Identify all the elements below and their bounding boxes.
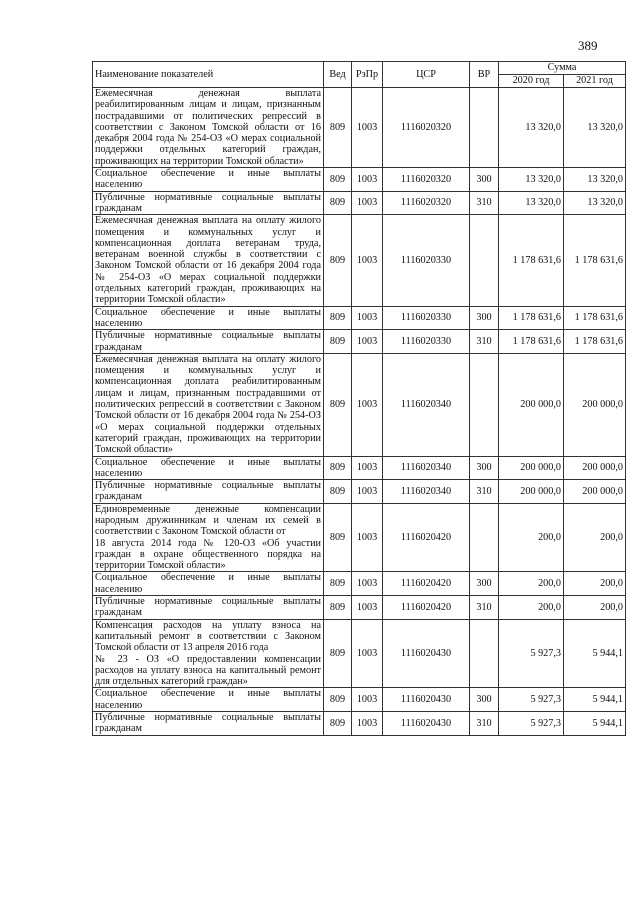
- row-vr: 300: [470, 572, 499, 596]
- row-amount-2021: 5 944,1: [564, 688, 626, 712]
- row-name: Публичные нормативные социальные выплаты гражданам: [93, 712, 324, 736]
- row-name: Социальное обеспечение и иные выплаты населению: [93, 168, 324, 192]
- row-vr: [470, 215, 499, 306]
- row-ved: 809: [324, 619, 352, 688]
- row-amount-2020: 200,0: [499, 596, 564, 620]
- row-ved: 809: [324, 596, 352, 620]
- row-amount-2020: 13 320,0: [499, 191, 564, 215]
- header-sum: Сумма: [499, 62, 626, 75]
- row-amount-2021: 13 320,0: [564, 191, 626, 215]
- row-amount-2020: 200,0: [499, 503, 564, 572]
- row-ved: 809: [324, 191, 352, 215]
- row-name: Ежемесячная денежная выплата реабилитированным лицам и лицам, признанным пострадавшими от политических репрессий в соответствии с Законом Томской области от 16 декабря 2004 года № 254-ОЗ «О мерах социальной поддержки отдельных категорий граждан, проживающих на территории Томской области»: [93, 88, 324, 168]
- row-vr: 310: [470, 191, 499, 215]
- header-year-2020: 2020 год: [499, 75, 564, 88]
- budget-table: [92, 61, 626, 736]
- row-vr: 310: [470, 330, 499, 354]
- row-ved: 809: [324, 215, 352, 306]
- row-amount-2020: 13 320,0: [499, 88, 564, 168]
- row-name: Ежемесячная денежная выплата на оплату жилого помещения и коммунальных услуг и компенсационная доплата реабилитированным лицам и лицам, признанным пострадавшими от политических репрессий в соответствии с Законом Томской области от 16 декабря 2004 года № 254-ОЗ «О мерах социальной поддержки отдельных категорий граждан, проживающих на территории Томской области»: [93, 353, 324, 456]
- row-amount-2021: 1 178 631,6: [564, 306, 626, 330]
- header-vr: ВР: [470, 62, 499, 88]
- row-csr: 1116020320: [383, 88, 470, 168]
- row-amount-2021: 200,0: [564, 503, 626, 572]
- row-csr: 1116020330: [383, 330, 470, 354]
- row-name: Публичные нормативные социальные выплаты гражданам: [93, 191, 324, 215]
- row-csr: 1116020420: [383, 572, 470, 596]
- table-row: [93, 596, 626, 620]
- row-csr: 1116020320: [383, 191, 470, 215]
- row-amount-2020: 5 927,3: [499, 688, 564, 712]
- row-vr: 300: [470, 688, 499, 712]
- header-rzpr: РзПр: [352, 62, 383, 88]
- row-ved: 809: [324, 456, 352, 480]
- row-rzpr: 1003: [352, 330, 383, 354]
- row-ved: 809: [324, 712, 352, 736]
- table-row: [93, 572, 626, 596]
- table-row: [93, 88, 626, 168]
- header-year-2021: 2021 год: [564, 75, 626, 88]
- table-row: [93, 353, 626, 456]
- row-name: Единовременные денежные компенсации народным дружинникам и членам их семей в соответствии с Законом Томской области от 18 августа 2014 года № 120-ОЗ «Об участии граждан в охране общественного порядка на территории Томской области»: [93, 503, 324, 572]
- row-csr: 1116020430: [383, 619, 470, 688]
- row-rzpr: 1003: [352, 596, 383, 620]
- table-body: [93, 88, 626, 736]
- row-csr: 1116020320: [383, 168, 470, 192]
- row-ved: 809: [324, 353, 352, 456]
- row-amount-2021: 5 944,1: [564, 712, 626, 736]
- row-ved: 809: [324, 168, 352, 192]
- row-amount-2020: 13 320,0: [499, 168, 564, 192]
- row-csr: 1116020330: [383, 215, 470, 306]
- row-rzpr: 1003: [352, 572, 383, 596]
- row-ved: 809: [324, 503, 352, 572]
- row-amount-2021: 1 178 631,6: [564, 330, 626, 354]
- table-row: [93, 503, 626, 572]
- table-row: [93, 306, 626, 330]
- row-amount-2021: 13 320,0: [564, 88, 626, 168]
- row-rzpr: 1003: [352, 168, 383, 192]
- row-rzpr: 1003: [352, 712, 383, 736]
- header-ved: Вед: [324, 62, 352, 88]
- row-amount-2021: 13 320,0: [564, 168, 626, 192]
- row-ved: 809: [324, 330, 352, 354]
- row-amount-2021: 200 000,0: [564, 480, 626, 504]
- row-vr: 300: [470, 306, 499, 330]
- row-amount-2020: 5 927,3: [499, 712, 564, 736]
- row-rzpr: 1003: [352, 306, 383, 330]
- table-row: [93, 456, 626, 480]
- table-row: [93, 330, 626, 354]
- row-rzpr: 1003: [352, 88, 383, 168]
- table-row: [93, 688, 626, 712]
- row-ved: 809: [324, 572, 352, 596]
- table-row: [93, 215, 626, 306]
- row-rzpr: 1003: [352, 215, 383, 306]
- row-amount-2020: 1 178 631,6: [499, 330, 564, 354]
- row-csr: 1116020340: [383, 456, 470, 480]
- row-name: Компенсация расходов на уплату взноса на капитальный ремонт в соответствии с Законом Томской области от 13 апреля 2016 года № 23 - ОЗ «О предоставлении компенсации расходов на уплату взноса на капитальный ремонт для отдельных категорий граждан»: [93, 619, 324, 688]
- row-name: Публичные нормативные социальные выплаты гражданам: [93, 480, 324, 504]
- row-name: Публичные нормативные социальные выплаты гражданам: [93, 330, 324, 354]
- row-rzpr: 1003: [352, 619, 383, 688]
- row-amount-2021: 200,0: [564, 572, 626, 596]
- header-name: Наименование показателей: [93, 62, 324, 88]
- row-csr: 1116020340: [383, 353, 470, 456]
- row-rzpr: 1003: [352, 503, 383, 572]
- row-ved: 809: [324, 88, 352, 168]
- row-name: Социальное обеспечение и иные выплаты населению: [93, 688, 324, 712]
- row-amount-2021: 200,0: [564, 596, 626, 620]
- row-csr: 1116020340: [383, 480, 470, 504]
- row-amount-2020: 200 000,0: [499, 456, 564, 480]
- row-vr: 310: [470, 596, 499, 620]
- row-rzpr: 1003: [352, 480, 383, 504]
- row-amount-2020: 200 000,0: [499, 480, 564, 504]
- row-rzpr: 1003: [352, 456, 383, 480]
- row-csr: 1116020430: [383, 688, 470, 712]
- row-amount-2020: 200,0: [499, 572, 564, 596]
- row-vr: 310: [470, 712, 499, 736]
- table-row: [93, 191, 626, 215]
- row-csr: 1116020330: [383, 306, 470, 330]
- row-amount-2021: 200 000,0: [564, 353, 626, 456]
- row-amount-2020: 200 000,0: [499, 353, 564, 456]
- row-vr: 310: [470, 480, 499, 504]
- row-name: Публичные нормативные социальные выплаты гражданам: [93, 596, 324, 620]
- row-amount-2020: 1 178 631,6: [499, 215, 564, 306]
- row-vr: [470, 619, 499, 688]
- row-amount-2020: 5 927,3: [499, 619, 564, 688]
- row-amount-2021: 5 944,1: [564, 619, 626, 688]
- table-row: [93, 168, 626, 192]
- row-ved: 809: [324, 480, 352, 504]
- row-name: Социальное обеспечение и иные выплаты населению: [93, 456, 324, 480]
- row-vr: 300: [470, 456, 499, 480]
- row-ved: 809: [324, 688, 352, 712]
- row-amount-2021: 1 178 631,6: [564, 215, 626, 306]
- row-name: Социальное обеспечение и иные выплаты населению: [93, 572, 324, 596]
- header-csr: ЦСР: [383, 62, 470, 88]
- table-row: [93, 712, 626, 736]
- table-row: [93, 619, 626, 688]
- row-rzpr: 1003: [352, 191, 383, 215]
- row-csr: 1116020420: [383, 503, 470, 572]
- row-vr: 300: [470, 168, 499, 192]
- row-csr: 1116020430: [383, 712, 470, 736]
- row-csr: 1116020420: [383, 596, 470, 620]
- row-amount-2020: 1 178 631,6: [499, 306, 564, 330]
- page-number: 389: [578, 38, 598, 53]
- row-vr: [470, 88, 499, 168]
- table-row: [93, 480, 626, 504]
- row-rzpr: 1003: [352, 688, 383, 712]
- row-name: Социальное обеспечение и иные выплаты населению: [93, 306, 324, 330]
- row-vr: [470, 353, 499, 456]
- row-vr: [470, 503, 499, 572]
- row-rzpr: 1003: [352, 353, 383, 456]
- row-amount-2021: 200 000,0: [564, 456, 626, 480]
- row-name: Ежемесячная денежная выплата на оплату жилого помещения и коммунальных услуг и компенсационная доплата ветеранам труда, ветеранам военной службы в соответствии с Законом Томской области от 16 декабря 2004 года № 254-ОЗ «О мерах социальной поддержки отдельных категорий граждан, проживающих на территории Томской области»: [93, 215, 324, 306]
- row-ved: 809: [324, 306, 352, 330]
